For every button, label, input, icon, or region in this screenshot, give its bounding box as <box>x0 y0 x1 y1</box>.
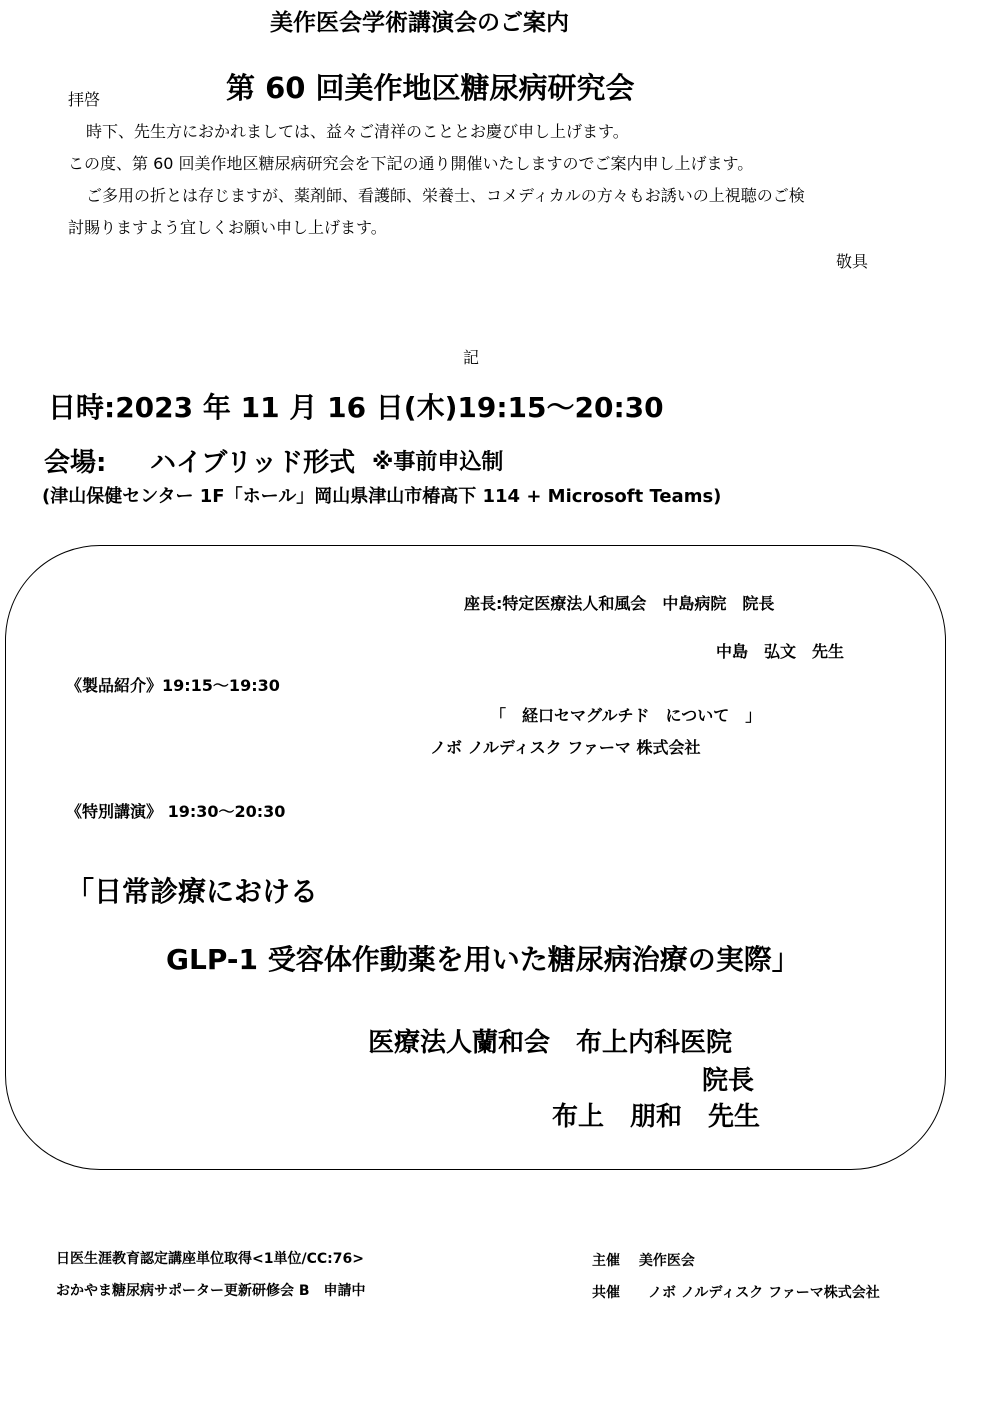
program-frame <box>5 545 946 1170</box>
cohost: 共催 ノボ ノルディスク ファーマ株式会社 <box>592 1285 880 1301</box>
notice-title: 美作医会学術講演会のご案内 <box>270 10 569 36</box>
chair-name: 中島 弘文 先生 <box>716 642 845 661</box>
lecture-title-line-2: GLP-1 受容体作動薬を用いた糖尿病治療の実際」 <box>166 943 800 976</box>
event-title: 第 60 回美作地区糖尿病研究会 <box>226 71 635 105</box>
chair-title: 座長:特定医療法人和風会 中島病院 院長 <box>464 594 775 613</box>
speaker-role: 院長 <box>702 1066 755 1096</box>
ki-marker: 記 <box>463 348 480 367</box>
speaker-organization: 医療法人蘭和会 布上内科医院 <box>368 1028 733 1058</box>
cme-credit: 日医生涯教育認定講座単位取得<1単位/CC:76> <box>56 1251 364 1267</box>
speaker-name: 布上 朋和 先生 <box>552 1102 761 1132</box>
product-company: ノボ ノルディスク ファーマ 株式会社 <box>430 738 701 757</box>
letter-line-4: 討賜りますよう宜しくお願い申し上げます。 <box>68 218 387 237</box>
letter-line-3: ご多用の折とは存じますが、薬剤師、看護師、栄養士、コメディカルの方々もお誘いの上視聴のご検 <box>86 186 805 205</box>
product-topic: 「 経口セマグルチド について 」 <box>490 706 762 725</box>
venue-label: 会場: <box>44 448 107 478</box>
product-heading: 《製品紹介》19:15～19:30 <box>66 676 280 695</box>
special-lecture-heading: 《特別講演》 19:30～20:30 <box>66 802 286 821</box>
event-datetime: 日時:2023 年 11 月 16 日(木)19:15～20:30 <box>48 391 664 424</box>
venue-format: ハイブリッド形式 <box>150 448 356 478</box>
host: 主催 美作医会 <box>592 1253 695 1269</box>
letter-line-2: この度、第 60 回美作地区糖尿病研究会を下記の通り開催いたしますのでご案内申し上げます。 <box>68 154 754 173</box>
letter-line-1: 時下、先生方におかれましては、益々ご清祥のこととお慶び申し上げます。 <box>86 122 629 141</box>
lecture-title-line-1: 「日常診療における <box>66 875 319 908</box>
closing: 敬具 <box>836 252 869 271</box>
supporter-credit: おかやま糖尿病サポーター更新研修会 B 申請中 <box>56 1283 366 1299</box>
venue-address: (津山保健センター 1F「ホール」岡山県津山市椿高下 114 + Microsoft Teams) <box>42 486 722 507</box>
venue-note: ※事前申込制 <box>372 450 504 475</box>
salutation: 拝啓 <box>68 90 101 109</box>
